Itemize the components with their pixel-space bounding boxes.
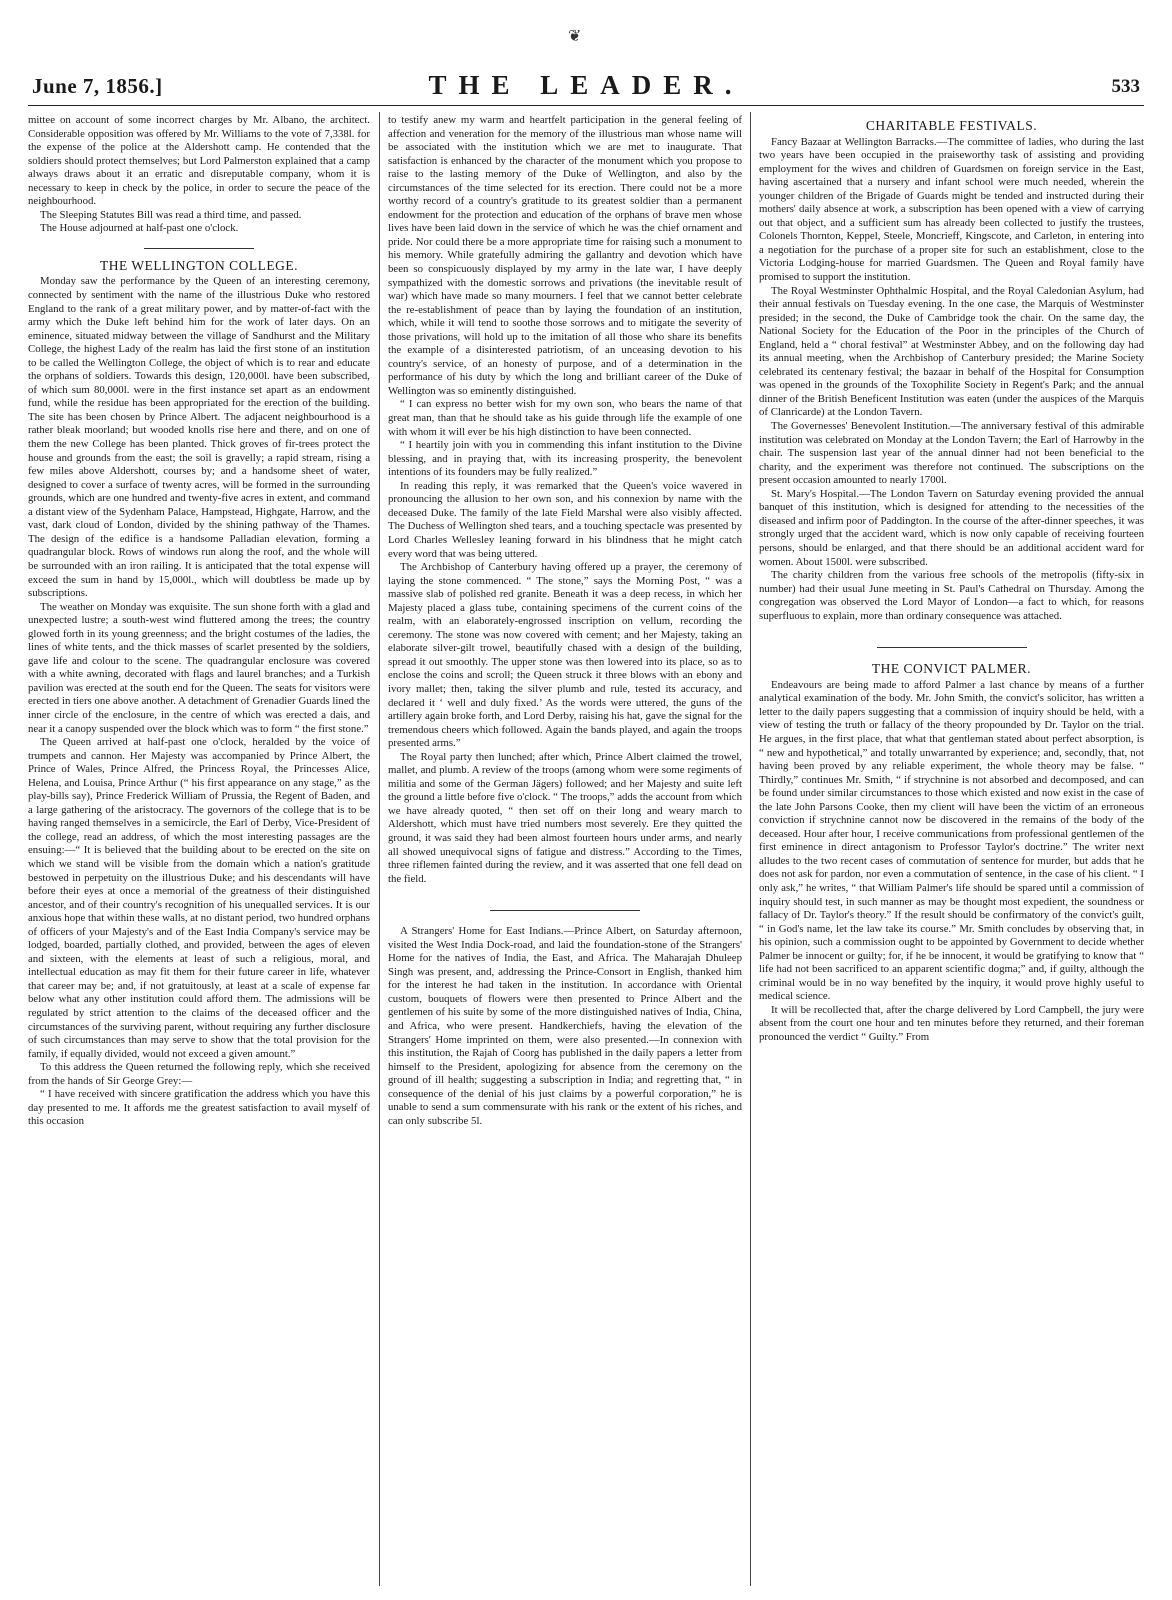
- paragraph: The Royal party then lunched; after which, Prince Albert claimed the trowel, mallet, and plumb. A review of the troops (among whom were some regiments of militia and some of the German Jägers) followed; and her Majesty and suite left the ground a little before five o'clock. “ The troops,” adds the account from which we have already quoted, “ then set off on their long and weary march to Aldershott, which must have tried numbers most severely. Ere they quitted the ground, it was said they had been almost fourteen hours under arms, and nearly all showed unequivocal signs of fatigue and distress.” According to the Times, three riflemen fainted during the review, and it was asserted that one fell dead on the field.: [388, 750, 742, 885]
- paragraph: The weather on Monday was exquisite. The sun shone forth with a glad and unexpected lustre; a south-west wind fluttered among the trees; the country glowed forth in its young greenness; and the bright costumes of the ladies, the lines of white tents, and the thick masses of scarlet presented by the soldiers, gave life and colour to the scene. The quadrangular enclosure was covered with a white awning, decorated with flags and laurel branches; and a Turkish pavilion was erected at the south end for the Queen. The seats for visitors were erected in tiers one above another. A detachment of Grenadier Guards lined the inner circle of the enclosure, in the centre of which was erected a dais, and near it a canopy suspended over the block which was to form “ the first stone.”: [28, 600, 370, 735]
- paragraph: The Governesses' Benevolent Institution.—The anniversary festival of this admirable institution was celebrated on Monday at the London Tavern; the Earl of Harrowby in the chair. The suspension last year of the annual dinner had not been beneficial to the charity, and the experiment was therefore not continued. The subscriptions on the present occasion amounted to nearly 1700l.: [759, 420, 1144, 487]
- paragraph: Monday saw the performance by the Queen of an interesting ceremony, connected by sentiment with the name of the illustrious Duke who restored England to the rank of a great military power, and by matter-of-fact with the army which the Duke left behind him for the work of later days. On an eminence, situated midway between the village of Sandhurst and the Military College, the highest Lady of the realm has laid the first stone of an institution to be called the Wellington College, the object of which is to rear and educate the orphans of soldiers. Towards this design, 120,000l. have been subscribed, of which sum 80,000l. were in the first instance set apart as an endowment fund, while the residue has been appropriated for the erection of the building. The site has been chosen by Prince Albert. The adjacent neighbourhood is a rather bleak moorland; but wooded knolls rise here and there, and on one of them the new College has been planted. Thick groves of fir-trees protect the house and grounds from the east; the soil is gravelly; a rapid stream, rising a few miles above Aldershott, courses by; and a handsome sheet of water, designed to cover a surface of twenty acres, will be formed in the surrounding grounds, which are one hundred and twenty-five acres in extent, and command a distant view of the Sydenham Palace, Hampstead, Highgate, Harrow, and the vast, dark cloud of London, divided by the shining pathway of the Thames. The design of the edifice is a handsome Palladian elevation, forming a quadrangular block. Rows of windows run along the roof, and the whole will be surrounded with an iron railing. It is anticipated that the total expense will exceed the sum in hand by 15,000l., which will doubtless be made up by subscriptions.: [28, 275, 370, 600]
- article-heading: CHARITABLE FESTIVALS.: [865, 118, 1038, 133]
- paragraph: “ I can express no better wish for my own son, who bears the name of that great man, than that he should take as his guide through life the example of one with whom it will ever be his high distinction to have been connected.: [388, 398, 742, 438]
- paragraph: The Royal Westminster Ophthalmic Hospital, and the Royal Caledonian Asylum, had their annual festivals on Tuesday evening. In the one case, the Marquis of Westminster presided; in the second, the Duke of Cambridge took the chair. On the same day, the National Society for the Education of the Poor in the principles of the Church of England, held a “ choral festival” at Westminster Abbey, and on the following day had its annual meeting, when the Archbishop of Canterbury presided; the Marine Society celebrated its centenary festival; the bazaar in behalf of the Hospital for Consumption was opened in the grounds of the Toxophilite Society in Regent's Park; and the annual dinner of the British Beneficent Institution was eaten (under the auspices of the Marquis of Clanricarde) at the London Tavern.: [759, 284, 1144, 419]
- paragraph: “ I heartily join with you in commending this infant institution to the Divine blessing, and in praying that, with its increasing prosperity, the benevolent intentions of its founders may be fully realized.”: [388, 439, 742, 479]
- paragraph: A Strangers' Home for East Indians.—Prince Albert, on Saturday afternoon, visited the West India Dock-road, and laid the foundation-stone of the Strangers' Home for the natives of India, the East, and Africa. The Maharajah Dhuleep Singh was present, and, addressing the Prince-Consort in English, thanked him for the interest he had taken in the institution. In accordance with Oriental custom, bouquets of flowers were then presented to Prince Albert and the gentlemen of his suite by some of the more distinguished natives of India, China, and Africa, who were present. Handkerchiefs, having the elevation of the Strangers' Home imprinted on them, were also presented.—In connexion with this institution, the Rajah of Coorg has published in the daily papers a letter from himself to the President, apologizing for absence from the ceremony on the ground of ill health; suggesting a subscription in India; and regretting that, “ in consequence of the denial of his just claims by a powerful corporation,” he is unable to send a sum commensurate with his rank or the extent of his riches, and can only subscribe 5l.: [388, 925, 742, 1127]
- column-divider: [750, 112, 751, 1586]
- newspaper-title: THE LEADER.: [428, 70, 744, 100]
- paragraph: “ I have received with sincere gratification the address which you have this day presented to me. It affords me the greatest satisfaction to avail myself of this occasion: [28, 1088, 370, 1128]
- ornament-icon: ❦: [568, 28, 582, 45]
- newspaper-page: [28, 0, 1144, 1600]
- section-divider: [144, 248, 254, 249]
- column-2: [388, 114, 742, 1584]
- paragraph: To this address the Queen returned the following reply, which she received from the hands of Sir George Grey:—: [28, 1061, 370, 1087]
- paragraph: The House adjourned at half-past one o'clock.: [40, 222, 239, 235]
- paragraph: Fancy Bazaar at Wellington Barracks.—The committee of ladies, who during the last two years have been occupied in the praiseworthy task of assisting and providing employment for the wives and children of Guardsmen on foreign service in the East, having ascertained that a nursery and infant school were much needed, wherein the younger children of the Brigade of Guards might be tended and instructed during their mothers' daily absence at work, a subscription has been opened with a view of carrying out that object, and a sufficient sum has already been collected to justify the trustees, Colonels Thornton, Keppel, Steele, Moncrieff, Kingscote, and Carleton, in entering into a negotiation for the purchase of a proper site for such an establishment, close to the Victoria Lodging-house for married Guardsmen. The Queen and Royal family have promised to support the institution.: [759, 135, 1144, 284]
- masthead-rule: [28, 105, 1144, 106]
- paragraph: Endeavours are being made to afford Palmer a last chance by means of a further analytical examination of the body. Mr. John Smith, the convict's solicitor, has written a letter to the daily papers suggesting that a commission of inquiry should be held, with a view of testing the truth or fallacy of the theory propounded by Dr. Taylor on the trial. He argues, in the first place, that what that gentleman stated about perfect absorption, is “ new and hypothetical,” and totally unwarranted by experience; and, secondly, that, not having been proved by any reliable experiment, the whole theory may be false. “ Thirdly,” continues Mr. Smith, “ if strychnine is not absorbed and decomposed, and can be found under similar circumstances to those which existed and now exist in the case of the late John Parsons Cooke, then my client will have been the victim of an erroneous conviction if strychnine cannot now be discovered in the remains of the body of the deceased. Hour after hour, I receive communications from professional gentlemen of the first eminence in direct antagonism to Professor Taylor's doctrine.” The writer next alludes to the two recent cases of commutation of sentence for murder, but adds that he does not ask for pardon, nor even a commutation of sentence, in the case of his client. “ I only ask,” he writes, “ that William Palmer's life should be spared until a commission of inquiry should test, in such manner as may be thought most expedient, the soundness or fallacy of Dr. Taylor's theory.” If the result should be confirmatory of the convict's guilt, “ in God's name, let the law take its course.” Mr. Smith concludes by observing that, in his opinion, such a commission ought to be appointed by Government to decide whether Palmer be innocent or guilty; for, if he be innocent, it would be gratifying to know that “ life had not been sacrificed to an apparent scientific dogma;” and, if guilty, although the criminal would be in no way benefited by the inquiry, it would prove highly useful to medical science.: [759, 678, 1144, 1003]
- paragraph: mittee on account of some incorrect charges by Mr. Albano, the architect. Considerable opposition was offered by Mr. Williams to the vote of 7,338l. for the expense of the police at the Aldershott camp. He contended that the soldiers should protect themselves; but Lord Palmerston explained that a camp always draws about it an erratic and disreputable company, whom it is necessary to keep in check by the police, in order to secure the peace of the neighbourhood.: [28, 114, 370, 208]
- article-heading: THE WELLINGTON COLLEGE.: [99, 257, 299, 273]
- paragraph: It will be recollected that, after the charge delivered by Lord Campbell, the jury were absent from the court one hour and ten minutes before they returned, and their foreman pronounced the verdict “ Guilty.” From: [759, 1003, 1144, 1043]
- page-number: 533: [1111, 76, 1140, 97]
- column-divider: [379, 112, 380, 1586]
- masthead: [28, 62, 1144, 106]
- issue-date: June 7, 1856.]: [32, 74, 163, 98]
- column-3: [759, 114, 1144, 1584]
- paragraph: The Queen arrived at half-past one o'clock, heralded by the voice of trumpets and cannon. Her Majesty was accompanied by Prince Albert, the Prince of Wales, Prince Alfred, the Princess Royal, the Princesses Alice, Helena, and Louisa, Prince Arthur (“ his first appearance on any stage,” as the play-bills say), Prince Frederick William of Prussia, the Regent of Baden, and a large gathering of the aristocracy. The governors of the college that is to be having ranged themselves in a semicircle, the Earl of Derby, Vice-President of the college, read an address, of which the most interesting passages are the ensuing:—“ It is believed that the building about to be erected on the site on which we stand will be visible from the domain which a nation's gratitude bestowed in perpetuity on the illustrious Duke; and his descendants will have before their eyes at once a memorial of the greatness of their distinguished ancestor, and of their country's recognition of his unequalled services. It is our anxious hope that within these walls, at no distant period, two hundred orphans of officers of your Majesty's and of the East India Company's service may be lodged, boarded, partially clothed, and provided, between the ages of eleven and sixteen, with the elements at least of such a religious, moral, and intellectual education as may fit them for their future career in life, whatever that career may be; and, if not gratuitously, at least at a scale of expense far below what any other institution could afford them. The admissions will be regulated by strict attention to the claims of the deceased officer and the circumstances of the surviving parent, without requiring any further disclosure of such circumstances than may serve to show that the total provision for the family, if equally divided, would not exceed a given amount.”: [28, 736, 370, 1060]
- section-divider: [877, 647, 1027, 648]
- paragraph: The Sleeping Statutes Bill was read a third time, and passed.: [40, 208, 302, 221]
- article-heading: THE CONVICT PALMER.: [871, 661, 1032, 677]
- paragraph: St. Mary's Hospital.—The London Tavern on Saturday evening provided the annual banquet of this institution, which is designed for attending to the necessities of the diseased and infirm poor of Paddington. In the course of the after-dinner speeches, it was strongly urged that the accident ward, which is now only capable of receiving fourteen persons, should be enlarged, and that there should be an additional accident ward for women. About 1500l. were subscribed.: [759, 487, 1144, 568]
- paragraph: The charity children from the various free schools of the metropolis (fifty-six in number) had their usual June meeting in St. Paul's Cathedral on Thursday. Among the congregation was observed the Lord Mayor of London—a fact to which, for reasons superfluous to explain, more than ordinary consequence was attached.: [759, 569, 1144, 622]
- paragraph: The Archbishop of Canterbury having offered up a prayer, the ceremony of laying the stone commenced. “ The stone,” says the Morning Post, “ was a massive slab of polished red granite. Beneath it was a deep recess, in which her Majesty placed a glass tube, containing specimens of the current coins of the realm, with an elaborately-engrossed inscription on vellum, recording the ceremony. The stone was now covered with cement; and her Majesty, taking an elaborate silver-gilt trowel, beautifully chased with a design of the building, spread it out smoothly. The upper stone was then lowered into its place, so as to enclose the coins and scroll; the Queen struck it three blows with an ebony and ivory mallet; then, taking the silver plumb and rule, tested its accuracy, and declared it ‘ well and duly fixed.’ As the words were uttered, the guns of the artillery again broke forth, and Lord Derby, raising his hat, gave the signal for the tremendous cheers which followed. Again the bands played, and again the troops presented arms.”: [388, 561, 742, 750]
- paragraph: In reading this reply, it was remarked that the Queen's voice wavered in pronouncing the allusion to her own son, and his connexion by name with the deceased Duke. The family of the late Field Marshal were also visibly affected. The Duchess of Wellington shed tears, and a touching spectacle was presented by Lord Charles Wellesley leaning forward in his blindness that he might catch every word that was being uttered.: [388, 479, 742, 560]
- section-divider: [490, 910, 640, 911]
- column-1: [28, 114, 370, 1584]
- paragraph: to testify anew my warm and heartfelt participation in the general feeling of affection and veneration for the memory of the illustrious man whose name will be associated with the institution which we are met to inaugurate. That satisfaction is enhanced by the character of the monument which you propose to raise to the lasting memory of the Duke of Wellington, and also by the circumstances of the time selected for its erection. There could not be a more worthy record of a country's gratitude to its greatest soldier than a permanent endowment for the protection and education of the orphans of brave men whose lives have been laid down in the service of which he was the chief ornament and pride. Nor could there be a more appropriate time for raising such a monument to his memory. While gratefully admiring the gallantry and devotion which have been so conspicuously displayed by my army in the late war, I have deeply sympathized with the domestic sorrows and privations (the inevitable result of war) which have made so many mourners. I feel that we cannot better celebrate the re-establishment of peace than by laying the foundation of an institution, which, while it will tend to soothe those sorrows and to mitigate the severity of those privations, will hold up to the imitation of all those who share its benefits the example of a disinterested patriotism, of an unceasing devotion to his country's service, of an honesty of purpose, and of a determination in the performance of his duty by which the long and brilliant career of the Duke of Wellington was so eminently distinguished.: [388, 114, 742, 397]
